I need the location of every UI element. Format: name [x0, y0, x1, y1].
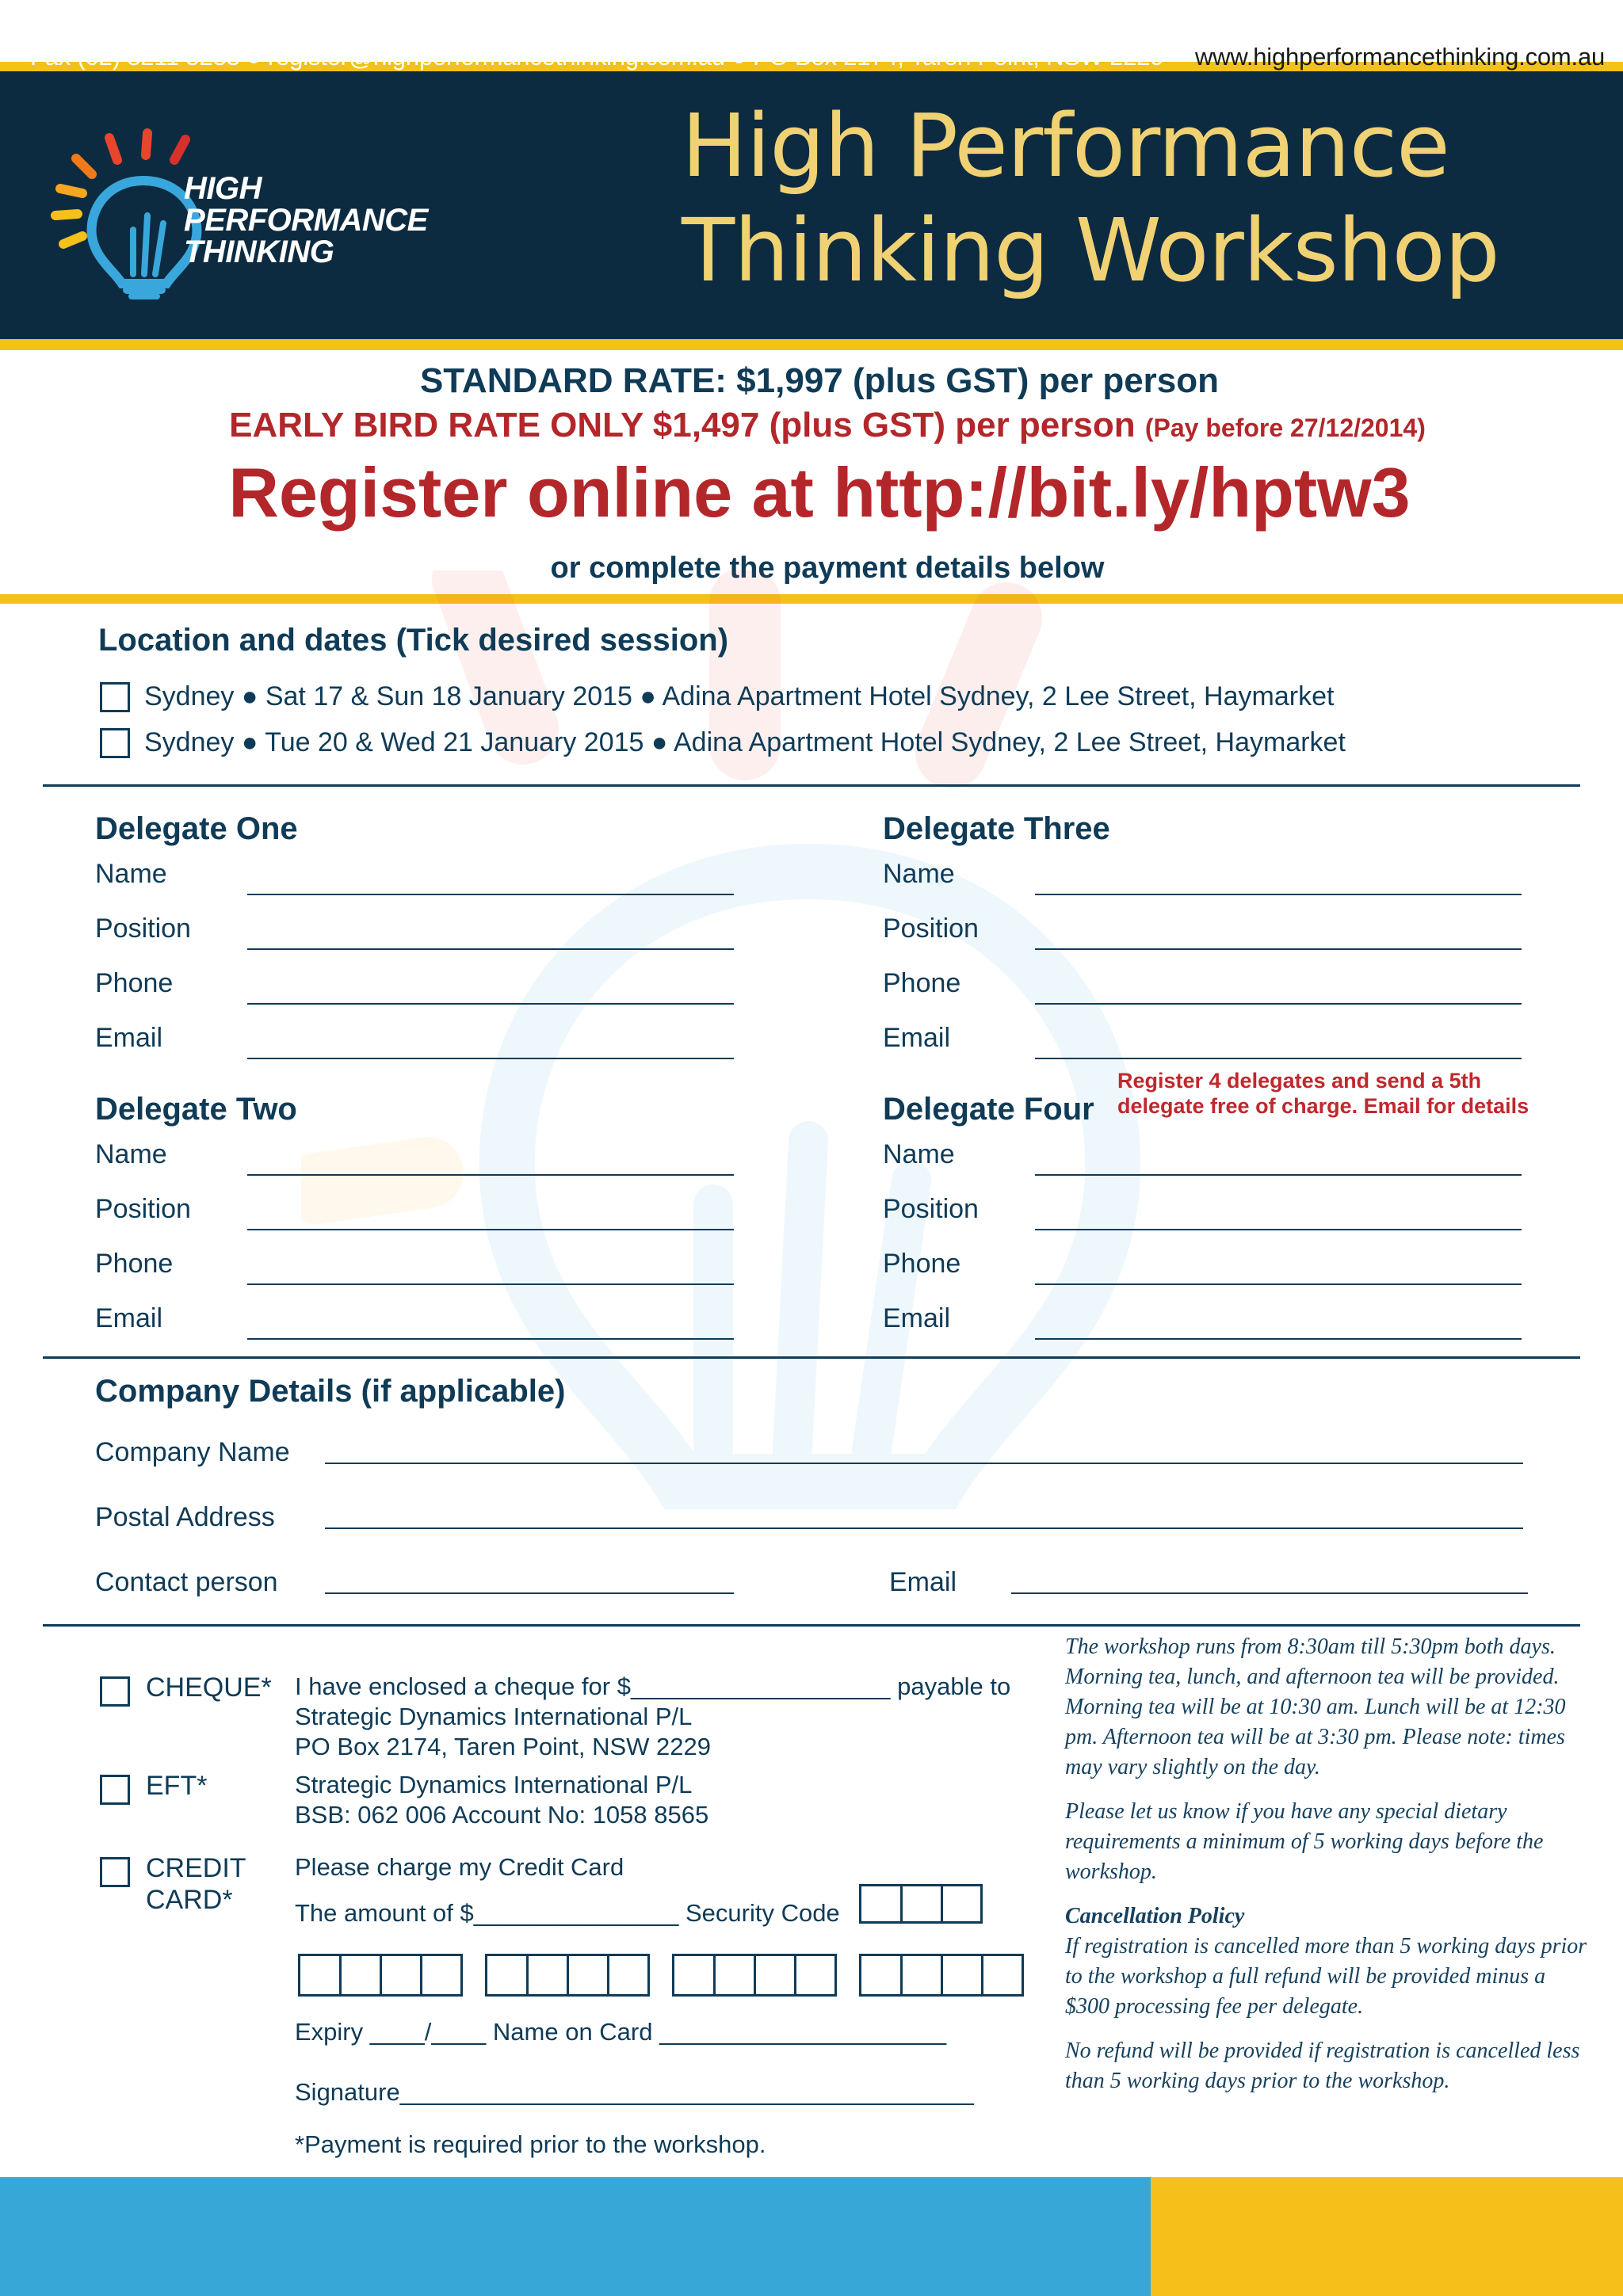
- expiry-name-on-card: Expiry ____/____ Name on Card _____________________: [295, 2018, 947, 2046]
- eft-checkbox[interactable]: [100, 1775, 130, 1805]
- email-input-line[interactable]: [247, 1058, 734, 1059]
- promo-line-1: Register 4 delegates and send a 5th: [1117, 1069, 1482, 1093]
- box-divider: [339, 1956, 342, 1994]
- page-title: [682, 93, 1593, 303]
- phone-input-line[interactable]: [247, 1283, 734, 1285]
- delegate-three-phone-field[interactable]: [883, 957, 1596, 1012]
- footer-contact-band: [0, 2177, 1151, 2296]
- footer-website-band: [1151, 2177, 1623, 2296]
- or-complete-text: or complete the payment details below: [550, 551, 1105, 585]
- delegate-one-email-field[interactable]: [95, 1012, 808, 1066]
- logo-line-3: THINKING: [184, 235, 334, 269]
- box-divider: [380, 1956, 382, 1994]
- delegate-three-heading: Delegate Three: [883, 811, 1110, 846]
- delegate-four-name-field[interactable]: [883, 1128, 1596, 1183]
- field-label: Position: [883, 1194, 979, 1224]
- field-label: Phone: [95, 1249, 174, 1279]
- box-divider: [713, 1956, 716, 1994]
- position-input-line[interactable]: [1035, 948, 1522, 950]
- field-label: Name: [883, 1139, 955, 1169]
- field-label: Name: [95, 1139, 167, 1169]
- phone-input-line[interactable]: [1035, 1003, 1522, 1005]
- delegate-two-block: [95, 1090, 808, 1347]
- postal-address-input-line[interactable]: [325, 1527, 1523, 1529]
- session-1-checkbox[interactable]: [100, 682, 130, 712]
- field-label: Position: [95, 913, 191, 944]
- box-divider: [794, 1956, 796, 1994]
- credit-label-line-2: CARD*: [146, 1885, 233, 1915]
- delegate-three-email-field[interactable]: [883, 1012, 1596, 1066]
- delegate-two-phone-field[interactable]: [95, 1238, 808, 1292]
- standard-rate: STANDARD RATE: $1,997 (plus GST) per person: [419, 361, 1220, 400]
- box-divider: [754, 1956, 756, 1994]
- cheque-payee: Strategic Dynamics International P/L: [295, 1703, 693, 1730]
- delegate-three-name-field[interactable]: [883, 848, 1596, 902]
- divider-1: [43, 784, 1580, 787]
- email-input-line[interactable]: [1035, 1058, 1522, 1059]
- delegate-three-block: [883, 810, 1596, 1066]
- early-bird-rate: [32, 404, 1623, 449]
- email-input-line[interactable]: [247, 1338, 734, 1340]
- cheque-line-1: I have enclosed a cheque for $___________________ payable to: [295, 1672, 1011, 1700]
- session-2-label: Sydney ● Tue 20 & Wed 21 January 2015 ● Adina Apartment Hotel Sydney, 2 Lee Street, Haymarket: [144, 727, 1346, 757]
- eft-account-name: Strategic Dynamics International P/L: [295, 1771, 693, 1798]
- security-code-boxes[interactable]: [859, 1884, 983, 1924]
- rates-section: [0, 358, 1623, 590]
- field-label: Email: [95, 1023, 163, 1053]
- cancellation-refund-text: If registration is cancelled more than 5 working days prior to the workshop a full refund will be provided minus a $300 processing fee per delegate.: [1065, 1934, 1587, 2019]
- delegate-one-block: [95, 810, 808, 1066]
- box-divider: [567, 1956, 569, 1994]
- box-divider: [941, 1956, 943, 1994]
- delegate-one-phone-field[interactable]: [95, 957, 808, 1012]
- field-label: Name: [95, 859, 167, 889]
- field-label: Phone: [883, 968, 961, 998]
- payment-required-note: *Payment is required prior to the workshop.: [295, 2130, 766, 2158]
- company-heading: Company Details (if applicable): [95, 1374, 566, 1409]
- name-input-line[interactable]: [1035, 894, 1522, 895]
- footer: [0, 2177, 1623, 2296]
- delegate-one-heading: Delegate One: [95, 811, 298, 846]
- name-input-line[interactable]: [247, 894, 734, 895]
- divider-2: [43, 1356, 1580, 1359]
- card-number-group-4[interactable]: [859, 1954, 1024, 1997]
- logo-line-2: PERFORMANCE: [184, 203, 428, 238]
- company-email-label: Email: [889, 1567, 957, 1597]
- title-line-2: Thinking Workshop: [682, 200, 1499, 301]
- dietary-requirements-text: Please let us know if you have any special dietary requirements a minimum of 5 working days before the workshop.: [1065, 1799, 1544, 1884]
- no-refund-text: No refund will be provided if registration is cancelled less than 5 working days prior to the workshop.: [1065, 2039, 1580, 2093]
- card-number-group-1[interactable]: [298, 1954, 463, 1997]
- signature-line: Signature__________________________________________: [295, 2078, 974, 2106]
- credit-card-amount: The amount of $_______________ Security Code: [295, 1899, 840, 1927]
- session-1-label: Sydney ● Sat 17 & Sun 18 January 2015 ● Adina Apartment Hotel Sydney, 2 Lee Street, Haymarket: [144, 681, 1335, 711]
- session-2-checkbox[interactable]: [100, 728, 130, 758]
- header-bottom-stripe: [0, 339, 1623, 350]
- position-input-line[interactable]: [247, 1229, 734, 1230]
- delegate-four-heading: Delegate Four: [883, 1092, 1094, 1127]
- delegate-two-position-field[interactable]: [95, 1183, 808, 1238]
- delegate-four-position-field[interactable]: [883, 1183, 1596, 1238]
- credit-label-line-1: CREDIT: [146, 1853, 246, 1883]
- delegate-two-email-field[interactable]: [95, 1292, 808, 1347]
- position-input-line[interactable]: [247, 948, 734, 950]
- delegate-one-position-field[interactable]: [95, 902, 808, 957]
- company-name-input-line[interactable]: [325, 1463, 1523, 1464]
- phone-input-line[interactable]: [247, 1003, 734, 1005]
- box-divider: [526, 1956, 529, 1994]
- company-email-input-line[interactable]: [1011, 1592, 1528, 1594]
- postal-address-label: Postal Address: [95, 1502, 275, 1532]
- card-number-group-3[interactable]: [672, 1954, 837, 1997]
- box-divider: [900, 1886, 903, 1921]
- box-divider: [900, 1956, 903, 1994]
- delegate-two-heading: Delegate Two: [95, 1092, 297, 1127]
- workshop-policy: [1065, 1632, 1588, 2111]
- contact-person-label: Contact person: [95, 1567, 278, 1597]
- footer-contact-details[interactable]: Fax (02) 8211 5233 ● register@highperformancethinking.com.au ● PO Box 2174, Taren Point, NSW 2229: [30, 43, 1164, 71]
- location-heading: Location and dates (Tick desired session): [98, 623, 729, 658]
- cheque-label: CHEQUE*: [146, 1672, 272, 1703]
- field-label: Phone: [95, 968, 174, 998]
- box-divider: [420, 1956, 422, 1994]
- field-label: Name: [883, 859, 955, 889]
- phone-input-line[interactable]: [1035, 1283, 1522, 1285]
- divider-3: [43, 1624, 1580, 1627]
- workshop-schedule-text: The workshop runs from 8:30am till 5:30pm both days. Morning tea, lunch, and afternoon tea will be provided. Morning tea will be at 10:30 am. Lunch will be at 12:30 pm. Afternoon tea will be at 3:30 pm. Please note: times may vary slightly on the day.: [1065, 1634, 1566, 1779]
- session-option-1[interactable]: [100, 681, 1334, 712]
- delegate-three-position-field[interactable]: [883, 902, 1596, 957]
- position-input-line[interactable]: [1035, 1229, 1522, 1230]
- cancellation-policy-heading: Cancellation Policy: [1065, 1904, 1245, 1928]
- field-label: Email: [95, 1303, 163, 1333]
- delegate-four-email-field[interactable]: [883, 1292, 1596, 1347]
- box-divider: [607, 1956, 609, 1994]
- delegate-four-phone-field[interactable]: [883, 1238, 1596, 1292]
- credit-card-label: [146, 1852, 246, 1916]
- card-number-group-2[interactable]: [485, 1954, 650, 1997]
- credit-card-instruction: Please charge my Credit Card: [295, 1853, 624, 1881]
- field-label: Email: [883, 1303, 951, 1333]
- title-line-1: High Performance: [682, 95, 1449, 196]
- promo-line-2: delegate free of charge. Email for details: [1117, 1094, 1529, 1118]
- field-label: Email: [883, 1023, 951, 1053]
- cheque-address: PO Box 2174, Taren Point, NSW 2229: [295, 1733, 712, 1760]
- box-divider: [981, 1956, 983, 1994]
- field-label: Position: [95, 1194, 191, 1224]
- eft-bsb-account: BSB: 062 006 Account No: 1058 8565: [295, 1801, 709, 1829]
- field-label: Phone: [883, 1249, 961, 1279]
- company-name-label: Company Name: [95, 1437, 290, 1467]
- email-input-line[interactable]: [1035, 1338, 1522, 1340]
- register-online-link[interactable]: Register online at http://bit.ly/hptw3: [228, 453, 1411, 532]
- contact-person-input-line[interactable]: [325, 1592, 734, 1594]
- cheque-checkbox[interactable]: [100, 1676, 130, 1707]
- credit-card-checkbox[interactable]: [100, 1857, 130, 1887]
- footer-website-link[interactable]: www.highperformancethinking.com.au: [1195, 43, 1606, 71]
- name-input-line[interactable]: [247, 1174, 734, 1176]
- eft-label: EFT*: [146, 1771, 208, 1801]
- box-divider: [941, 1886, 943, 1921]
- early-bird-rate-text: EARLY BIRD RATE ONLY $1,497 (plus GST) per person: [229, 406, 1136, 444]
- field-label: Position: [883, 913, 979, 944]
- session-option-2[interactable]: [100, 727, 1346, 758]
- logo-wordmark: [184, 173, 428, 268]
- early-bird-deadline: (Pay before 27/12/2014): [1144, 414, 1426, 442]
- logo-line-1: HIGH: [184, 171, 262, 206]
- delegate-two-name-field[interactable]: [95, 1128, 808, 1183]
- fifth-delegate-promo: [1117, 1068, 1529, 1119]
- delegate-four-block: [883, 1090, 1596, 1347]
- delegate-one-name-field[interactable]: [95, 848, 808, 902]
- name-input-line[interactable]: [1035, 1174, 1522, 1176]
